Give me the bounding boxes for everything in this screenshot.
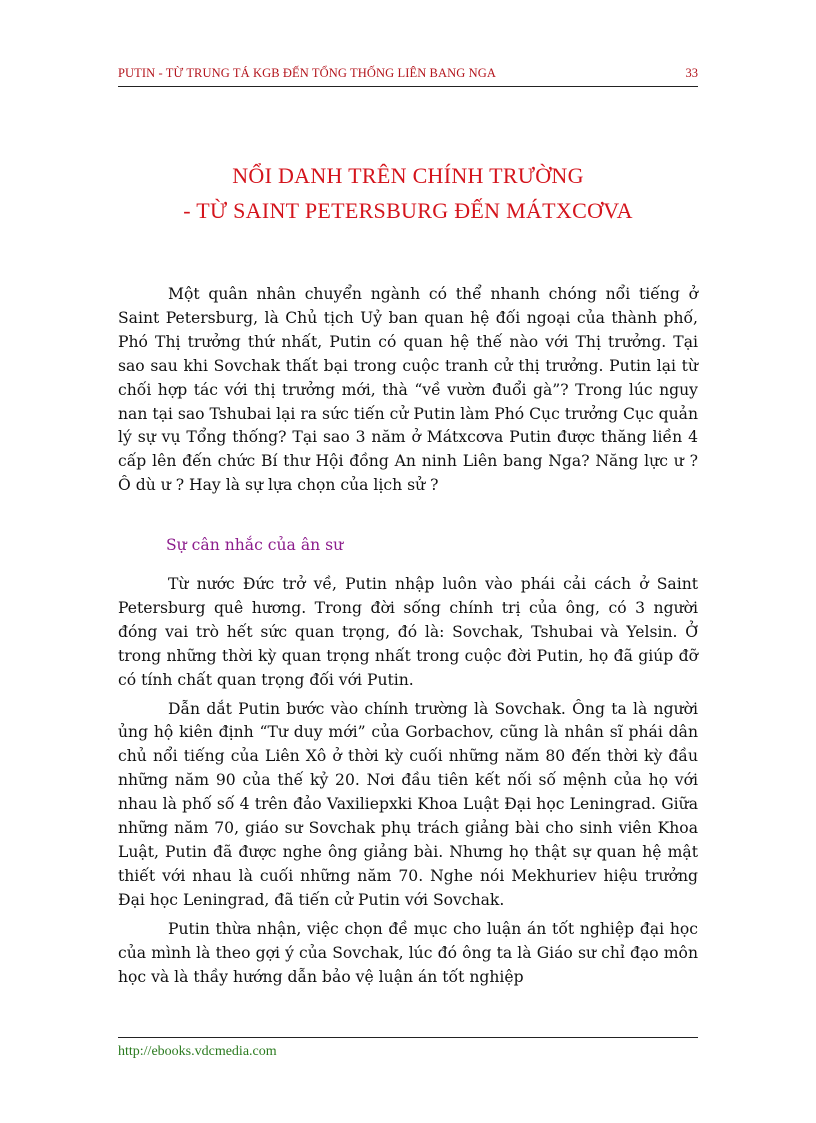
- chapter-title-line-2: - TỪ SAINT PETERSBURG ĐẾN MÁTXCƠVA: [183, 198, 633, 223]
- book-title: PUTIN - TỪ TRUNG TÁ KGB ĐẾN TỔNG THỐNG LIÊN BANG NGA: [118, 66, 496, 80]
- page-footer: [118, 1037, 698, 1059]
- section-body: [118, 573, 698, 989]
- body-paragraph: Từ nước Đức trở về, Putin nhập luôn vào phái cải cách ở Saint Petersburg quê hương. Trong đời sống chính trị của ông, có 3 người đóng vai trò hết sức quan trọng, đó là: Sovchak, Tshubai và Yelsin. Ở trong những thời kỳ quan trọng nhất trong cuộc đời Putin, họ đã giúp đỡ có tính chất quan trọng đối với Putin.: [118, 575, 698, 689]
- body-paragraph: Dẫn dắt Putin bước vào chính trường là Sovchak. Ông ta là người ủng hộ kiên định “Tư duy mới” của Gorbachov, cũng là nhân sĩ phái dân chủ nổi tiếng của Liên Xô ở thời kỳ cuối những năm 80 đến thời kỳ đầu những năm 90 của thế kỷ 20. Nơi đầu tiên kết nối số mệnh của họ với nhau là phố số 4 trên đảo Vaxiliepxki Khoa Luật Đại học Leningrad. Giữa những năm 70, giáo sư Sovchak phụ trách giảng bài cho sinh viên Khoa Luật, Putin đã được nghe ông giảng bài. Nhưng họ thật sự quan hệ mật thiết với nhau là cuối những năm 70. Nghe nói Mekhuriev hiệu trưởng Đại học Leningrad, đã tiến cử Putin với Sovchak.: [118, 699, 698, 909]
- footer-link[interactable]: http://ebooks.vdcmedia.com: [118, 1044, 277, 1059]
- section-heading: Sự cân nhắc của ân sư: [166, 536, 344, 554]
- intro-section: [118, 283, 698, 498]
- chapter-title: [118, 158, 698, 228]
- intro-paragraph: Một quân nhân chuyển ngành có thể nhanh chóng nổi tiếng ở Saint Petersburg, là Chủ tịch Uỷ ban quan hệ đối ngoại của thành phố, Phó Thị trưởng thứ nhất, Putin có quan hệ thế nào với Thị trưởng. Tại sao sau khi Sovchak thất bại trong cuộc tranh cử thị trưởng. Putin lại từ chối hợp tác với thị trưởng mới, thà “về vườn đuổi gà”? Trong lúc nguy nan tại sao Tshubai lại ra sức tiến cử Putin làm Phó Cục trưởng Cục quản lý sự vụ Tổng thống? Tại sao 3 năm ở Mátxcơva Putin được thăng liền 4 cấp lên đến chức Bí thư Hội đồng An ninh Liên bang Nga? Năng lực ư ? Ô dù ư ? Hay là sự lựa chọn của lịch sử ?: [118, 285, 698, 495]
- body-paragraph: Putin thừa nhận, việc chọn đề mục cho luận án tốt nghiệp đại học của mình là theo gợi ý của Sovchak, lúc đó ông ta là Giáo sư chỉ đạo môn học và là thầy hướng dẫn bảo vệ luận án tốt nghiệp: [118, 919, 698, 986]
- chapter-title-line-1: NỔI DANH TRÊN CHÍNH TRƯỜNG: [232, 163, 584, 188]
- page-header: [118, 64, 698, 87]
- page-number: 33: [685, 66, 698, 80]
